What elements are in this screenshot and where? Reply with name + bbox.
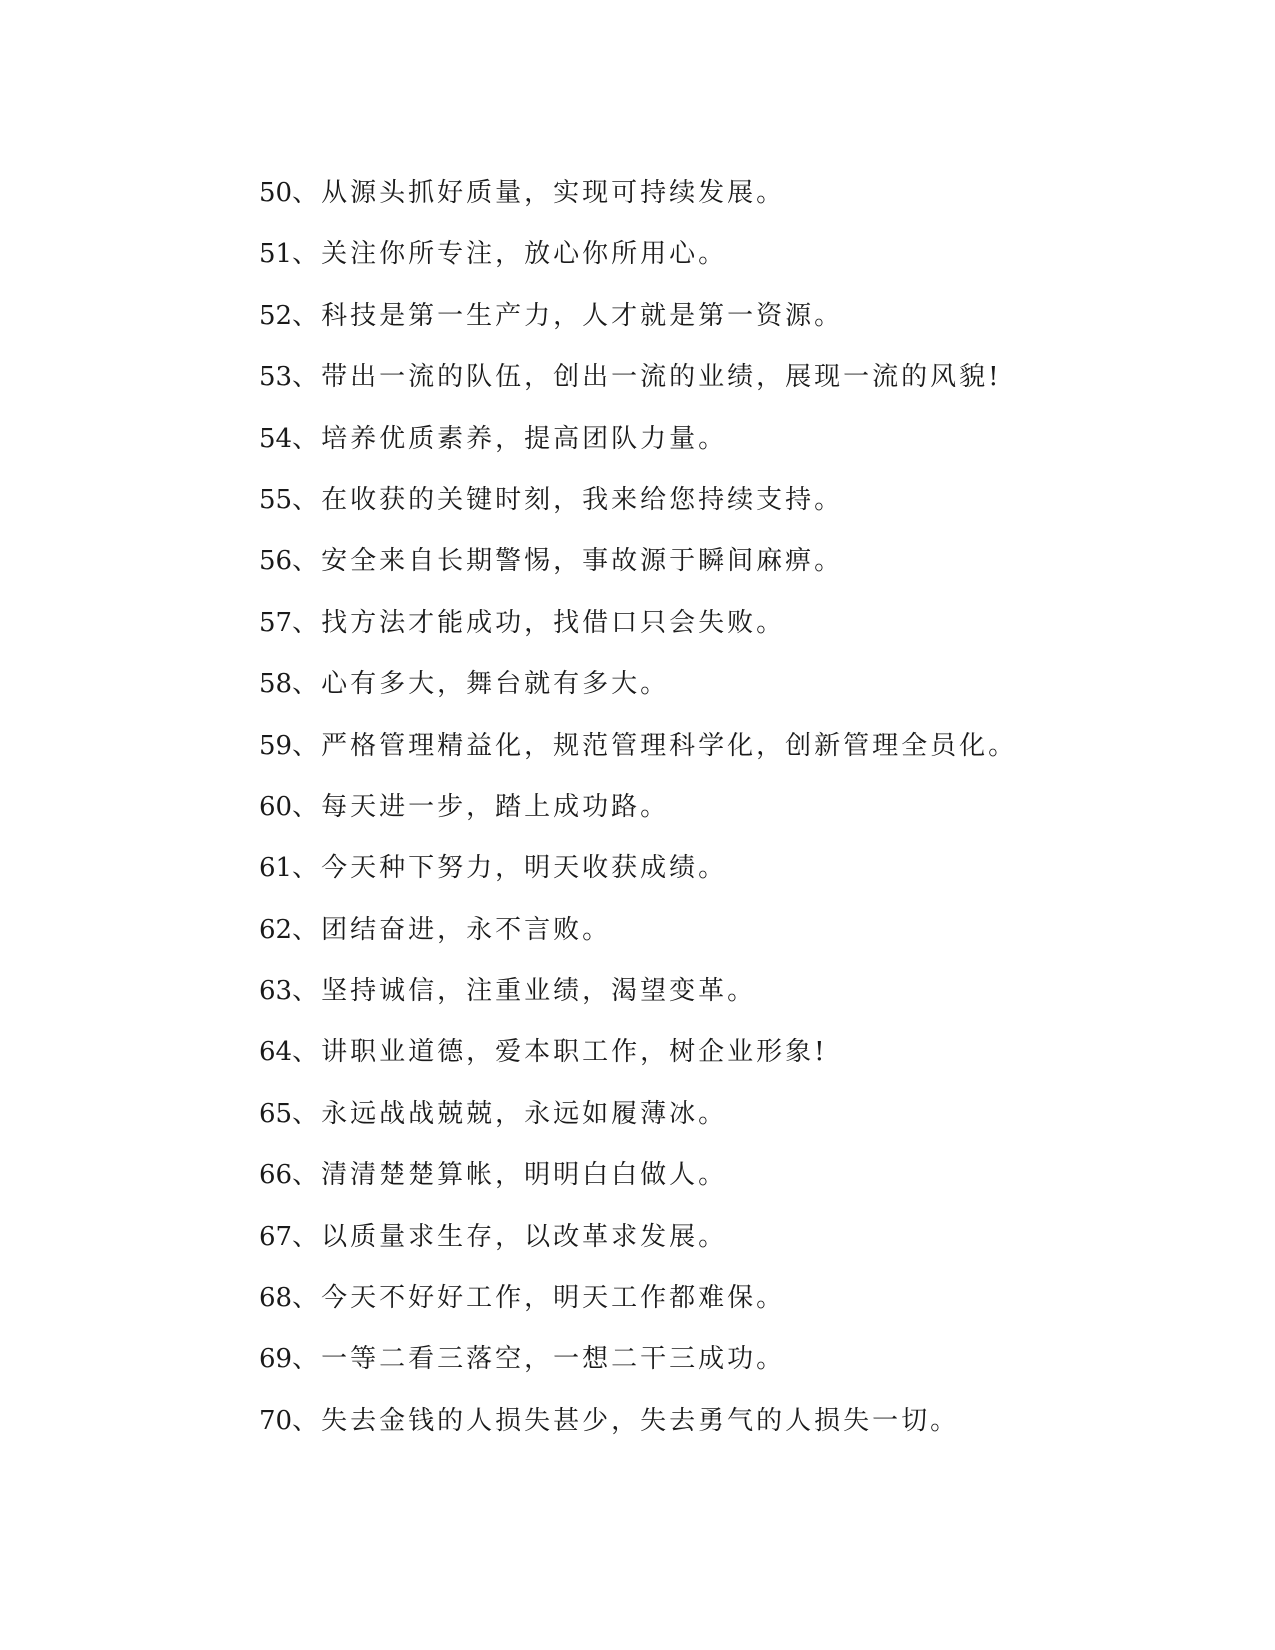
item-number: 66 [259, 1160, 293, 1191]
list-item [259, 531, 1159, 592]
item-text: 、失去金钱的人损失甚少，失去勇气的人损失一切。 [292, 1405, 960, 1436]
item-text: 、带出一流的队伍，创出一流的业绩，展现一流的风貌! [292, 362, 1002, 393]
item-number: 60 [259, 791, 293, 822]
item-number: 61 [259, 853, 293, 884]
list-item [259, 1145, 1159, 1206]
item-text: 、以质量求生存，以改革求发展。 [292, 1221, 728, 1252]
item-text: 、今天种下努力，明天收获成绩。 [292, 853, 728, 884]
item-text: 、安全来自长期警惕，事故源于瞬间麻痹。 [292, 546, 844, 577]
item-text: 、清清楚楚算帐，明明白白做人。 [292, 1160, 728, 1191]
item-text: 、关注你所专注，放心你所用心。 [292, 239, 728, 270]
item-text: 、心有多大，舞台就有多大。 [292, 669, 670, 700]
item-number: 63 [259, 976, 293, 1007]
item-text: 、永远战战兢兢，永远如履薄冰。 [292, 1098, 728, 1129]
item-text: 、严格管理精益化，规范管理科学化，创新管理全员化。 [292, 730, 1018, 761]
item-text: 、培养优质素养，提高团队力量。 [292, 423, 728, 454]
item-text: 、科技是第一生产力，人才就是第一资源。 [292, 300, 844, 331]
list-item [259, 1268, 1159, 1329]
slogan-list [259, 163, 1159, 1452]
item-number: 58 [259, 669, 293, 700]
list-item [259, 777, 1159, 838]
list-item [259, 654, 1159, 715]
item-number: 51 [259, 239, 293, 270]
list-item [259, 961, 1159, 1022]
item-number: 70 [259, 1405, 293, 1436]
item-number: 65 [259, 1098, 293, 1129]
item-number: 56 [259, 546, 293, 577]
list-item [259, 286, 1159, 347]
item-text: 、找方法才能成功，找借口只会失败。 [292, 607, 786, 638]
item-text: 、讲职业道德，爱本职工作，树企业形象! [292, 1037, 828, 1068]
list-item [259, 224, 1159, 285]
list-item [259, 1084, 1159, 1145]
list-item [259, 593, 1159, 654]
list-item [259, 900, 1159, 961]
item-number: 50 [259, 178, 293, 208]
item-text: 、一等二看三落空，一想二干三成功。 [292, 1344, 786, 1375]
item-number: 55 [259, 484, 293, 515]
list-item [259, 716, 1159, 777]
item-number: 62 [259, 914, 293, 945]
list-item [259, 1329, 1159, 1390]
item-number: 53 [259, 362, 293, 393]
item-number: 68 [259, 1283, 293, 1314]
item-number: 64 [259, 1037, 293, 1068]
list-item [259, 347, 1159, 408]
item-text: 、坚持诚信，注重业绩，渴望变革。 [292, 976, 757, 1007]
item-number: 59 [259, 730, 293, 761]
list-item [259, 163, 1159, 224]
item-number: 52 [259, 300, 293, 331]
item-number: 69 [259, 1344, 293, 1375]
item-text: 、从源头抓好质量，实现可持续发展。 [292, 178, 786, 208]
list-item [259, 838, 1159, 899]
item-number: 54 [259, 423, 293, 454]
item-text: 、在收获的关键时刻，我来给您持续支持。 [292, 484, 844, 515]
list-item [259, 409, 1159, 470]
list-item [259, 1022, 1159, 1083]
item-number: 67 [259, 1221, 293, 1252]
item-number: 57 [259, 607, 293, 638]
item-text: 、每天进一步，踏上成功路。 [292, 791, 670, 822]
item-text: 、团结奋进，永不言败。 [292, 914, 612, 945]
item-text: 、今天不好好工作，明天工作都难保。 [292, 1283, 786, 1314]
list-item [259, 1391, 1159, 1452]
list-item [259, 1207, 1159, 1268]
list-item [259, 470, 1159, 531]
